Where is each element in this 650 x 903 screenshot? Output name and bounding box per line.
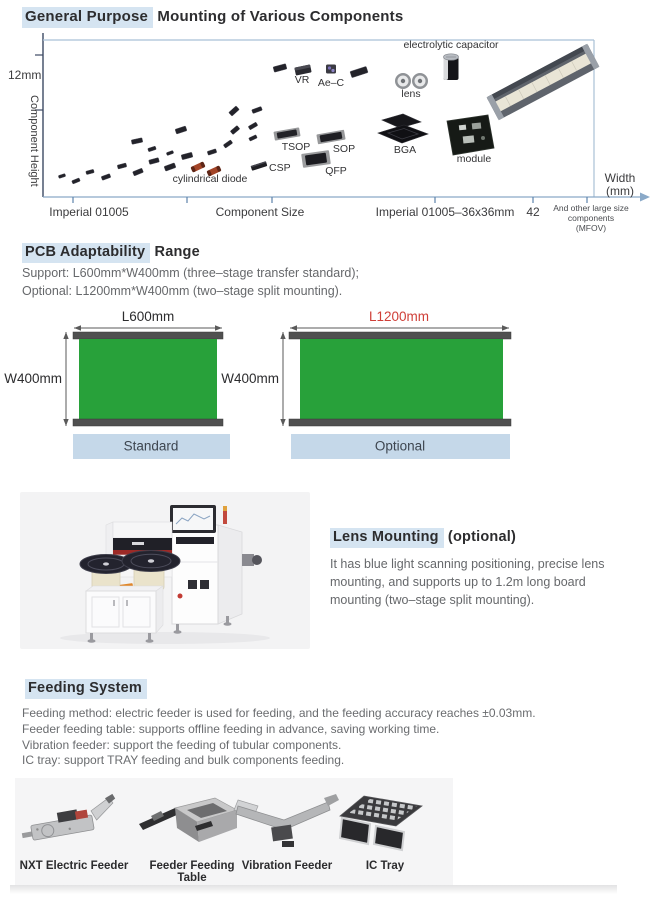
pcb-size-diagram — [0, 305, 650, 465]
lens-icon — [395, 73, 428, 89]
pcb-section-heading — [22, 244, 200, 260]
lens-heading-highlight: Lens Mounting — [330, 528, 444, 548]
x-label-imperial-range: Imperial 01005–36x36mm — [375, 205, 515, 219]
connector-icon — [487, 44, 600, 120]
csp-icon — [251, 161, 268, 171]
pcb-support-text — [22, 264, 359, 300]
feeding-line2: Feeder feeding table: supports offline feeding in advance, saving working time. — [22, 721, 440, 736]
lens-body-line3: mounting (two–stage split mounting). — [330, 593, 535, 607]
standard-caption: Standard — [123, 438, 179, 454]
feeding-line4: IC tray: support TRAY feeding and bulk components feeding. — [22, 753, 345, 768]
standard-top-rail — [73, 332, 223, 339]
title-highlight: General Purpose — [22, 7, 153, 28]
standard-bottom-rail — [73, 419, 223, 426]
optional-width-label: W400mm — [221, 371, 279, 386]
optional-top-rail — [289, 332, 511, 339]
standard-width-label: W400mm — [4, 371, 62, 386]
lens-section-heading — [330, 529, 516, 545]
x-axis-arrow-icon — [640, 193, 650, 202]
width-axis-label-line1: Width — [604, 171, 636, 185]
tsop-icon — [273, 127, 300, 140]
x-label-42: 42 — [526, 205, 540, 219]
standard-board — [79, 339, 217, 419]
tsop-label: TSOP — [281, 141, 311, 153]
pcb-support-line1: Support: L600mm*W400mm (three–stage transfer standard); — [22, 266, 359, 280]
x-note-line3: (MFOV) — [575, 223, 607, 233]
lens-body-line1: It has blue light scanning positioning, precise lens — [330, 557, 605, 571]
cylindrical-diode-label: cylindrical diode — [172, 173, 248, 185]
machine-image — [20, 492, 310, 649]
vibration-feeder-image — [232, 786, 342, 858]
electrolytic-capacitor-label: electrolytic capacitor — [403, 39, 499, 51]
feeding-line3: Vibration feeder: support the feeding of tubular components. — [22, 737, 342, 752]
pcb-heading-highlight: PCB Adaptability — [22, 243, 150, 263]
pick-and-place-machine-illustration — [20, 492, 310, 649]
feeding-section-heading — [25, 680, 147, 696]
optional-board — [300, 339, 503, 419]
x-axis-ticks — [73, 197, 587, 203]
x-axis-title: Component Size — [215, 205, 305, 219]
feeder-gallery-panel — [15, 778, 453, 893]
standard-length-label: L600mm — [121, 309, 175, 324]
feeder-label-table: Feeder Feeding Table — [149, 860, 235, 884]
optional-bottom-rail — [289, 419, 511, 426]
ic-tray-image — [330, 786, 440, 858]
feeder-label-nxt: NXT Electric Feeder — [19, 860, 129, 872]
title-rest: Mounting of Various Components — [153, 8, 404, 25]
sop-label: SOP — [332, 143, 356, 155]
component-mounting-diagram — [0, 30, 650, 235]
vr-label: VR — [294, 74, 310, 86]
ae-c-label: Ae–C — [317, 77, 345, 89]
bga-label: BGA — [393, 144, 417, 156]
lens-body-line2: mounting, and supports up to 1.2m long board — [330, 575, 586, 589]
pcb-heading-rest: Range — [150, 244, 200, 260]
y-tick-label: 12mm — [8, 68, 42, 82]
feeder-feeding-table-image — [137, 786, 247, 858]
x-label-imperial: Imperial 01005 — [49, 205, 129, 219]
width-axis-label-line2: (mm) — [606, 184, 634, 198]
nxt-electric-feeder-image — [19, 786, 129, 858]
bga-icon — [378, 114, 428, 143]
x-note-line2: components — [567, 213, 615, 223]
optional-length-label: L1200mm — [368, 309, 430, 324]
qfp-label: QFP — [325, 165, 347, 177]
pcb-support-line2: Optional: L1200mm*W400mm (two–stage split mounting). — [22, 284, 343, 298]
lens-section-body — [330, 555, 640, 609]
ae-c-icon — [326, 65, 336, 74]
module-label: module — [456, 153, 492, 165]
feeder-label-vibration: Vibration Feeder — [241, 860, 333, 872]
bottom-divider — [10, 885, 617, 894]
feeding-heading-highlight: Feeding System — [25, 679, 147, 699]
lens-label: lens — [401, 88, 421, 100]
feeding-section-body — [22, 706, 637, 769]
standard-board-figure — [4, 309, 230, 459]
y-axis-title: Component Height — [28, 95, 40, 187]
module-icon — [447, 115, 494, 155]
optional-caption: Optional — [374, 438, 426, 454]
feeding-line1: Feeding method: electric feeder is used for feeding, and the feeding accuracy reaches ±0.03mm. — [22, 706, 536, 720]
x-note-line1: And other large size — [553, 203, 629, 213]
lens-heading-rest: (optional) — [443, 529, 516, 545]
optional-board-figure — [221, 309, 511, 459]
page-title — [22, 8, 403, 25]
feeder-label-ic-tray: IC Tray — [365, 860, 405, 872]
csp-label: CSP — [269, 162, 291, 174]
electrolytic-capacitor-icon — [444, 54, 459, 80]
